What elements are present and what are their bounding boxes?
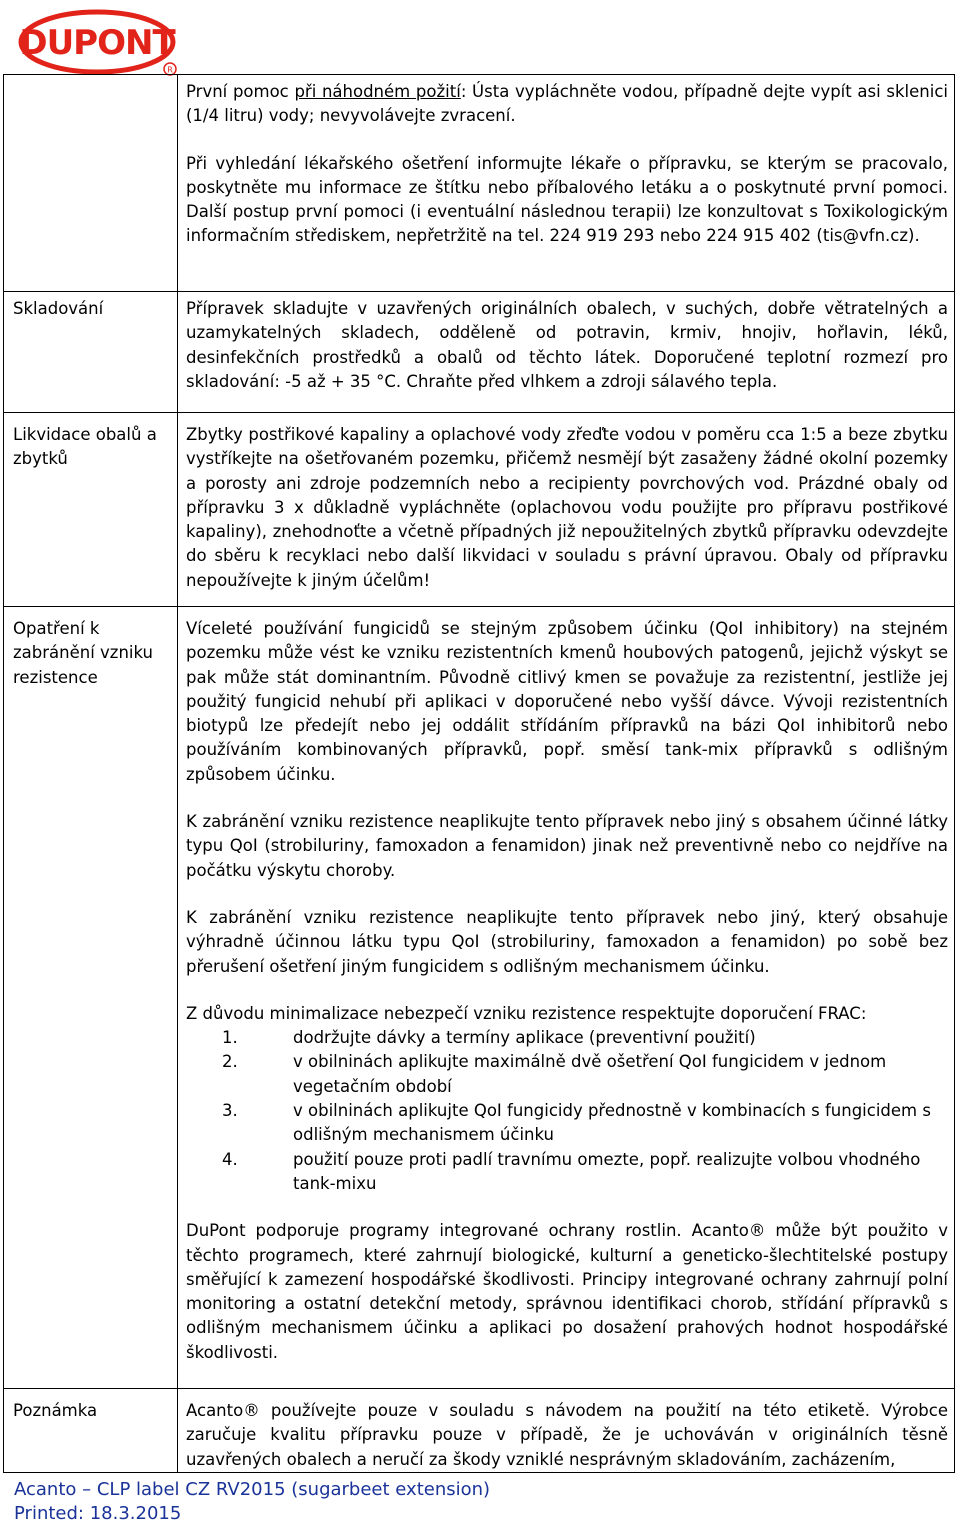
label-cell-empty (4, 75, 178, 292)
storage-content: Přípravek skladujte v uzavřených originálních obalech, v suchých, dobře větratelných a uzamykatelných skladech, odděleně od potravin, krmiv, hnojiv, hořlavin, léků, desinfekčních prostředků a obalů od těchto látek. Doporučené teplotní rozmezí pro skladování: -5 až + 35 °C. Chraňte před vlhkem a zdroji sálavého tepla. (178, 292, 955, 413)
row-note (4, 1389, 955, 1473)
first-aid-paragraph-1: První pomoc při náhodném požití: Ústa vypláchněte vodou, případně dejte vypít asi sklenici (1/4 litru) vody; nevyvolávejte zvracení. (186, 82, 948, 126)
frac-list (186, 1026, 948, 1196)
note-label: Poznámka (4, 1389, 178, 1473)
list-item: 4. použití pouze proti padlí travnímu omezte, popř. realizujte volbou vhodného tank-mixu (222, 1149, 921, 1193)
storage-label: Skladování (4, 292, 178, 413)
footer (14, 1478, 490, 1526)
first-aid-content (178, 75, 955, 292)
logo-text: DUPONT (19, 23, 175, 63)
list-item: 3. v obilninách aplikujte QoI fungicidy přednostně v kombinacích s fungicidem s odlišným mechanismem účinku (222, 1101, 931, 1145)
list-item: 2. v obilninách aplikujte maximálně dvě ošetření QoI fungicidem v jednom vegetačním období (222, 1052, 887, 1096)
resistance-paragraph-2: K zabránění vzniku rezistence neaplikujte tento přípravek nebo jiný s obsahem účinné látky typu QoI (strobiluriny, famoxadon a fenamidon) jinak než preventivně nebo co nejdříve na počátku výskytu choroby. (186, 812, 948, 880)
note-content: Acanto® používejte pouze v souladu s návodem na použití na této etiketě. Výrobce zaručuje kvalitu přípravku pouze v případě, že je uchováván v originálních těsně uzavřených obalech a neručí za škody vzniklé nesprávným skladováním, zacházením, (178, 1389, 955, 1473)
dupont-logo (18, 8, 180, 76)
resistance-label: Opatření k zabránění vzniku rezistence (4, 607, 178, 1389)
first-aid-link: při náhodném požití (294, 82, 461, 101)
first-aid-paragraph-2: Při vyhledání lékařského ošetření informujte lékaře o přípravku, se kterým se pracovalo, poskytněte mu informace ze štítku nebo příbalového letáku a o poskytnuté první pomoci. Další postup první pomoci (i eventuální následnou terapii) lze konzultovat s Toxikologickým informačním střediskem, nepřetržitě na tel. 224 919 293 nebo 224 915 402 (tis@vfn.cz). (186, 153, 948, 246)
resistance-content (178, 607, 955, 1389)
footer-printed-date: Printed: 18.3.2015 (14, 1503, 182, 1524)
footer-document-id: Acanto – CLP label CZ RV2015 (sugarbeet extension) (14, 1479, 491, 1500)
list-item: 1. dodržujte dávky a termíny aplikace (preventivní použití) (222, 1028, 756, 1048)
disposal-label: Likvidace obalů a zbytků (4, 413, 178, 607)
resistance-paragraph-3: K zabránění vzniku rezistence neaplikujte tento přípravek nebo jiný, který obsahuje výhradně účinnou látku typu QoI (strobiluriny, famoxadon a fenamidon) po sobě bez přerušení ošetření jiným fungicidem s odlišným mechanismem účinku. (186, 907, 948, 976)
row-disposal (4, 413, 955, 607)
ipm-paragraph: DuPont podporuje programy integrované ochrany rostlin. Acanto® může být použito v těchto programech, které zahrnují biologické, kulturní a geneticko-šlechtitelské postupy směřující k zamezení hospodářské škodlivosti. Principy integrované ochrany zahrnují polní monitoring a ostatní detekční metody, správnou identifikaci chorob, střídání přípravků s odlišným mechanismem účinku a aplikaci po dosažení prahových hodnot hospodářské škodlivosti. (186, 1221, 948, 1362)
disposal-content: Zbytky postřikové kapaliny a oplachové vody zřeďte vodou v poměru cca 1:5 a beze zbytku vystříkejte na ošetřovaném pozemku, přičemž nesmějí být zasaženy žádné okolní pozemky a porosty ani zdroje podzemních nebo a recipienty povrchových vod. Prázdné obaly od přípravku 3 x důkladně vypláchněte (oplachovou vodu použijte pro přípravu postřikové kapaliny), znehodnoťte a včetně případných již nepoužitelných zbytků přípravku odevzdejte do sběru k recyklaci nebo další likvidaci v souladu s právní úpravou. Obaly od přípravku nepoužívejte k jiným účelům! (178, 413, 955, 607)
frac-intro: Z důvodu minimalizace nebezpečí vzniku rezistence respektujte doporučení FRAC: (186, 1003, 867, 1023)
row-resistance (4, 607, 955, 1389)
row-first-aid (4, 75, 955, 292)
registered-mark: R (167, 65, 173, 75)
row-storage (4, 292, 955, 413)
resistance-paragraph-1: Víceleté používání fungicidů se stejným způsobem účinku (QoI inhibitory) na stejném pozemku může vést ke vzniku rezistentních kmenů houbových patogenů, jejichž výskyt se pak může stát dominantním. Původně citlivý kmen se považuje za rezistentní, jestliže jej použitý fungicid nehubí při aplikaci v doporučené nebo vyšší dávce. Vývoji rezistentních biotypů lze předejít nebo jej oddálit střídáním přípravků na bázi QoI inhibitorů nebo používáním kombinovaných přípravků, popř. směsí tank-mix přípravků s odlišným způsobem účinku. (186, 619, 948, 784)
label-table (3, 74, 955, 1473)
